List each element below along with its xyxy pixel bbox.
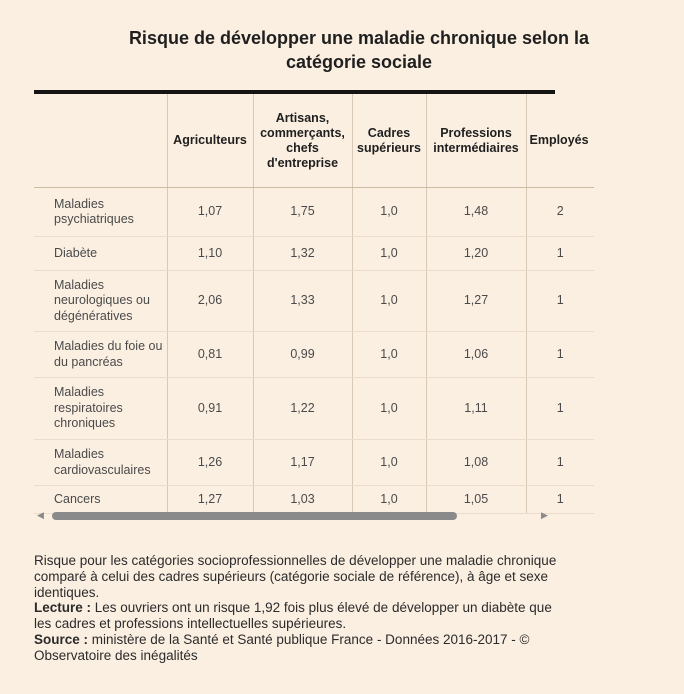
table-row	[34, 332, 594, 378]
column-header-artisans: Artisans, commerçants, chefs d'entreprise	[253, 94, 352, 188]
row-label: Maladies neurologiques ou dégénératives	[34, 271, 167, 332]
cell-value: 1,0	[352, 378, 426, 440]
row-label: Maladies respiratoires chroniques	[34, 378, 167, 440]
cell-value: 1,0	[352, 440, 426, 486]
caret-right-icon[interactable]: ▶	[541, 510, 548, 520]
cell-value: 1	[526, 237, 594, 271]
row-label: Maladies psychiatriques	[34, 188, 167, 237]
cell-value: 1,10	[167, 237, 253, 271]
cell-value: 1,33	[253, 271, 352, 332]
cell-value: 1,17	[253, 440, 352, 486]
title-line-1: Risque de développer une maladie chronique selon la	[128, 28, 590, 48]
source-text: ministère de la Santé et Santé publique France - Données 2016-2017 - © Observatoire des inégalités	[34, 631, 530, 663]
row-label: Cancers	[34, 486, 167, 514]
cell-value: 1,0	[352, 486, 426, 514]
cell-value: 1	[526, 378, 594, 440]
lecture-text: Les ouvriers ont un risque 1,92 fois plus élevé de développer un diabète que les cadres et professions intellectuelles supérieures.	[34, 600, 552, 632]
row-label: Maladies du foie ou du pancréas	[34, 332, 167, 378]
table-title	[34, 26, 684, 74]
table-card	[34, 0, 590, 527]
source-label: Source :	[34, 631, 89, 647]
row-label: Diabète	[34, 237, 167, 271]
cell-value: 1,48	[426, 188, 526, 237]
title-line-2: catégorie sociale	[285, 52, 433, 72]
column-header-cadres: Cadres supérieurs	[352, 94, 426, 188]
cell-value: 1,07	[167, 188, 253, 237]
cell-value: 2	[526, 188, 594, 237]
cell-value: 1,27	[426, 271, 526, 332]
cell-value: 1,20	[426, 237, 526, 271]
table-row	[34, 237, 594, 271]
cell-value: 1,26	[167, 440, 253, 486]
cell-value: 1,03	[253, 486, 352, 514]
cell-value: 0,91	[167, 378, 253, 440]
cell-value: 1	[526, 271, 594, 332]
caption-description: Risque pour les catégories socioprofessionnelles de développer une maladie chronique comparé à celui des cadres supérieurs (catégorie sociale de référence), à âge et sexe identiques.	[34, 553, 557, 600]
column-header-professions-intermediaires: Professions intermédiaires	[426, 94, 526, 188]
table-header-row	[34, 94, 594, 188]
cell-value: 0,99	[253, 332, 352, 378]
cell-value: 1,11	[426, 378, 526, 440]
table-row	[34, 271, 594, 332]
cell-value: 1,08	[426, 440, 526, 486]
column-header-agriculteurs: Agriculteurs	[167, 94, 253, 188]
lecture-label: Lecture :	[34, 600, 92, 616]
cell-value: 1,0	[352, 271, 426, 332]
scrollbar-thumb[interactable]	[52, 512, 457, 520]
row-label: Maladies cardiovasculaires	[34, 440, 167, 486]
table-caption	[34, 553, 564, 664]
cell-value: 1,75	[253, 188, 352, 237]
cell-value: 1,0	[352, 237, 426, 271]
cell-value: 1	[526, 486, 594, 514]
caret-left-icon[interactable]: ◀	[37, 510, 44, 520]
cell-value: 2,06	[167, 271, 253, 332]
horizontal-scrollbar[interactable]	[34, 507, 555, 525]
cell-value: 1,05	[426, 486, 526, 514]
cell-value: 0,81	[167, 332, 253, 378]
data-table	[34, 94, 594, 514]
cell-value: 1,32	[253, 237, 352, 271]
cell-value: 1	[526, 332, 594, 378]
cell-value: 1,06	[426, 332, 526, 378]
column-header-employes: Employés	[526, 94, 594, 188]
caption-source	[34, 632, 564, 664]
cell-value: 1,27	[167, 486, 253, 514]
cell-value: 1,0	[352, 188, 426, 237]
table-row	[34, 378, 594, 440]
cell-value: 1,0	[352, 332, 426, 378]
cell-value: 1	[526, 440, 594, 486]
cell-value: 1,22	[253, 378, 352, 440]
table-row	[34, 440, 594, 486]
column-header-empty	[34, 94, 167, 188]
table-row	[34, 188, 594, 237]
caption-lecture	[34, 600, 564, 632]
